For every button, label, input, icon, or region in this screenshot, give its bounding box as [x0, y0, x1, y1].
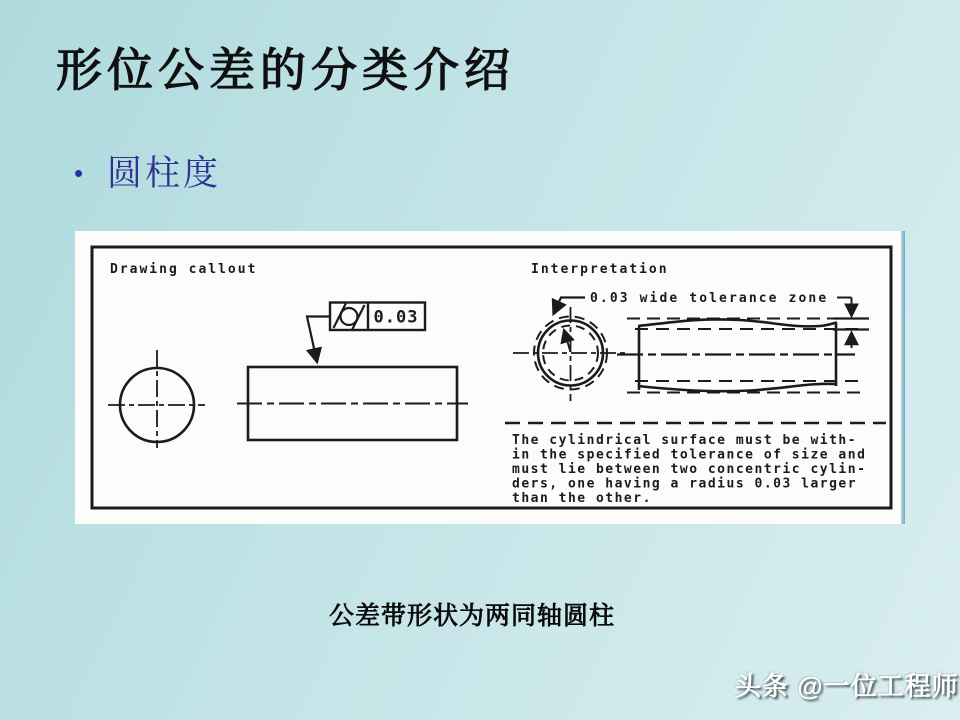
cylindricity-icon: [334, 302, 365, 331]
zone-leader-arrow: [554, 298, 586, 315]
fcf-leader-arrow: [307, 317, 330, 363]
paragraph-line: than the other.: [512, 491, 652, 506]
drawing-callout-label: Drawing callout: [110, 262, 258, 277]
zone-width-dimension: [833, 298, 869, 349]
scan-edge-artifact: [901, 231, 905, 524]
feature-control-frame: [330, 302, 425, 331]
interpretation-paragraph: [512, 433, 866, 506]
interpretation-side-view: [617, 319, 867, 393]
callout-side-view: [237, 367, 468, 440]
tolerance-figure-svg: [75, 231, 905, 524]
radius-arrow: [564, 330, 571, 352]
paragraph-line: The cylindrical surface must be with-: [512, 433, 858, 448]
callout-end-view: [108, 350, 205, 448]
paragraph-line: must lie between two concentric cylin-: [512, 462, 867, 477]
bullet-icon: •: [74, 158, 84, 188]
slide-title: 形位公差的分类介绍: [56, 45, 515, 96]
fcf-tolerance-value: 0.03: [373, 307, 419, 328]
tolerance-zone-note: 0.03 wide tolerance zone: [590, 291, 829, 306]
paragraph-line: in the specified tolerance of size and: [512, 447, 867, 463]
interpretation-label: Interpretation: [531, 262, 669, 277]
bullet-label: 圆柱度: [107, 154, 222, 193]
paragraph-line: ders, one having a radius 0.03 larger: [512, 476, 858, 492]
slide-caption: 公差带形状为两同轴圆柱: [329, 603, 616, 630]
interpretation-end-view: [513, 307, 628, 401]
watermark: 头条 @一位工程师: [735, 671, 959, 701]
tolerance-figure-image: [75, 231, 905, 524]
